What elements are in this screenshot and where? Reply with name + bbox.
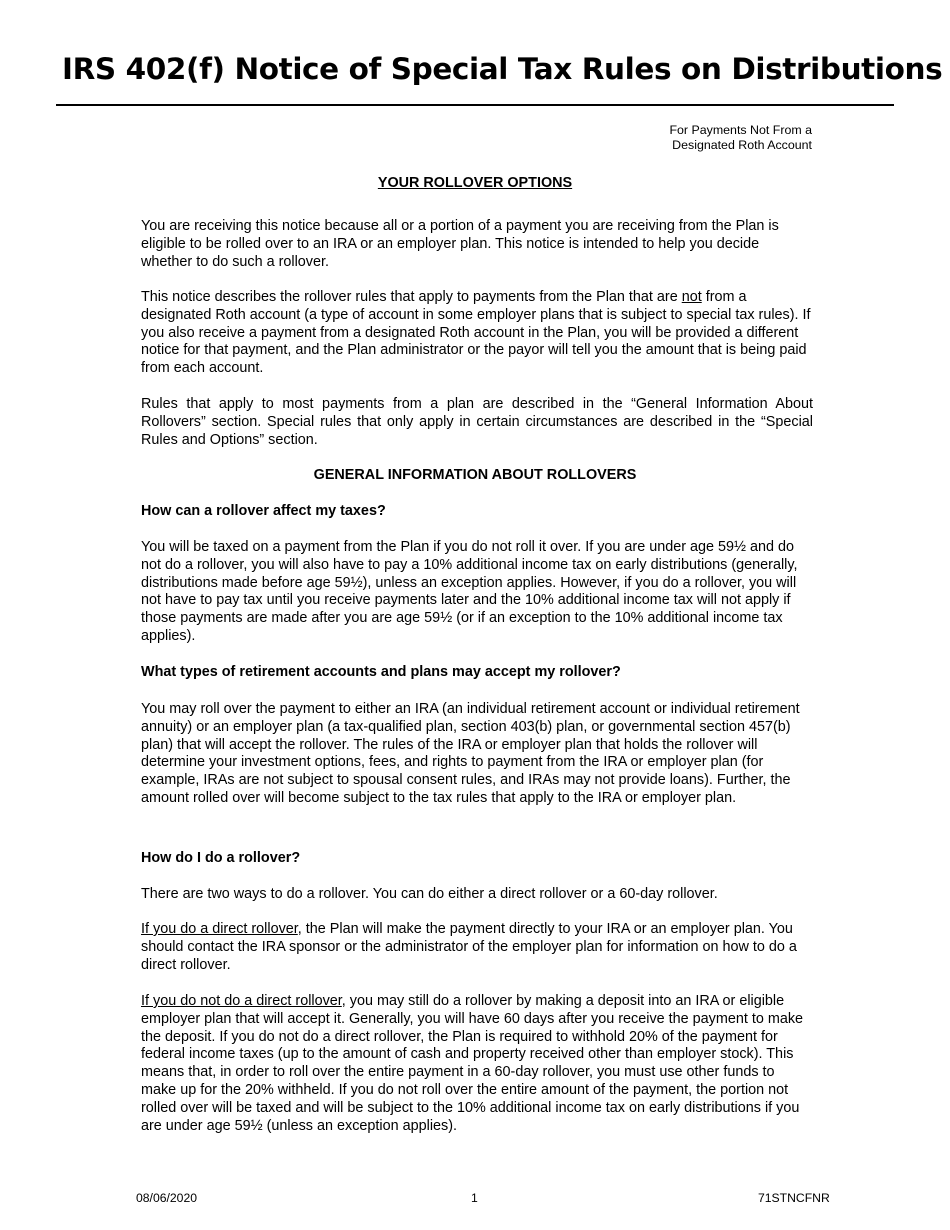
corner-note-line-2: Designated Roth Account (672, 138, 812, 152)
title-divider (56, 104, 894, 106)
answer-account-types: You may roll over the payment to either an IRA (an individual retirement account or individual retirement annuity) or an employer plan (a tax-qualified plan, section 403(b) plan, or governmental section 457(b) plan) that will accept the rollover. The rules of the IRA or employer plan that holds the rollover will determine your investment options, fees, and rights to payment from the IRA or employer plan (for example, IRAs are not subject to spousal consent rules, and IRAs may not provide loans). Further, the amount rolled over will become subject to the tax rules that apply to the IRA or employer plan. (141, 701, 800, 806)
direct-rollover-paragraph: If you do a direct rollover, the Plan will make the payment directly to your IRA or an employer plan. You should contact the IRA sponsor or the administrator of the employer plan for information on how to do a direct rollover. (141, 921, 797, 973)
intro-paragraph-2: This notice describes the rollover rules that apply to payments from the Plan that are not from a designated Roth account (a type of account in some employer plans that is subject to special tax rules). If you also receive a payment from a designated Roth account in the Plan, you will be provided a different notice for that payment, and the Plan administrator or the payor will tell you the amount that is being paid from each account. (141, 289, 811, 377)
intro-paragraph-1: You are receiving this notice because all or a portion of a payment you are receiving from the Plan is eligible to be rolled over to an IRA or an employer plan. This notice is intended to help you decide whether to do such a rollover. (141, 218, 779, 270)
question-how-to-rollover: How do I do a rollover? (141, 850, 301, 866)
corner-note (669, 123, 812, 153)
footer-form-code: 71STNCFNR (758, 1191, 830, 1205)
indirect-rollover-paragraph: If you do not do a direct rollover, you may still do a rollover by making a deposit into an IRA or eligible employer plan that will accept it. Generally, you will have 60 days after you receive the payment to make the deposit. If you do not do a direct rollover, the Plan is required to withhold 20% of the payment for federal income taxes (up to the amount of cash and property received other than employer stock). This means that, in order to roll over the entire payment in a 60-day rollover, you must use other funds to make up for the 20% withheld. If you do not roll over the entire amount of the payment, the portion not rolled over will be taxed and will be subject to the 10% additional income tax on early distributions if you are under age 59½ (unless an exception applies). (141, 993, 804, 1134)
footer-date: 08/06/2020 (136, 1191, 197, 1205)
heading-general-information: GENERAL INFORMATION ABOUT ROLLOVERS (313, 467, 637, 483)
answer-taxes: You will be taxed on a payment from the Plan if you do not roll it over. If you are under age 59½ and do not do a rollover, you will also have to pay a 10% additional income tax on early distributions (generally, distributions made before age 59½), unless an exception applies. However, if you do a rollover, you will not have to pay tax until you receive payments later and the 10% additional income tax will not apply if those payments are made after you are age 59½ (or if an exception to the 10% additional income tax applies). (141, 539, 798, 644)
rollover-ways-intro: There are two ways to do a rollover. You can do either a direct rollover or a 60-day rollover. (141, 886, 718, 902)
document-title: IRS 402(f) Notice of Special Tax Rules on Distributions (62, 52, 943, 86)
corner-note-line-1: For Payments Not From a (669, 123, 812, 137)
question-account-types: What types of retirement accounts and plans may accept my rollover? (141, 664, 621, 680)
heading-rollover-options: YOUR ROLLOVER OPTIONS (377, 175, 573, 191)
footer-page-number: 1 (471, 1191, 478, 1205)
indirect-rollover-lead: If you do not do a direct rollover (141, 993, 342, 1009)
direct-rollover-lead: If you do a direct rollover (141, 921, 298, 937)
question-taxes: How can a rollover affect my taxes? (141, 503, 386, 519)
emphasis-not: not (681, 289, 702, 305)
intro-paragraph-3: Rules that apply to most payments from a plan are described in the “General Information About Rollovers” section. Special rules that only apply in certain circumstances are described in the “Special Rules and Options” section. (141, 396, 813, 448)
